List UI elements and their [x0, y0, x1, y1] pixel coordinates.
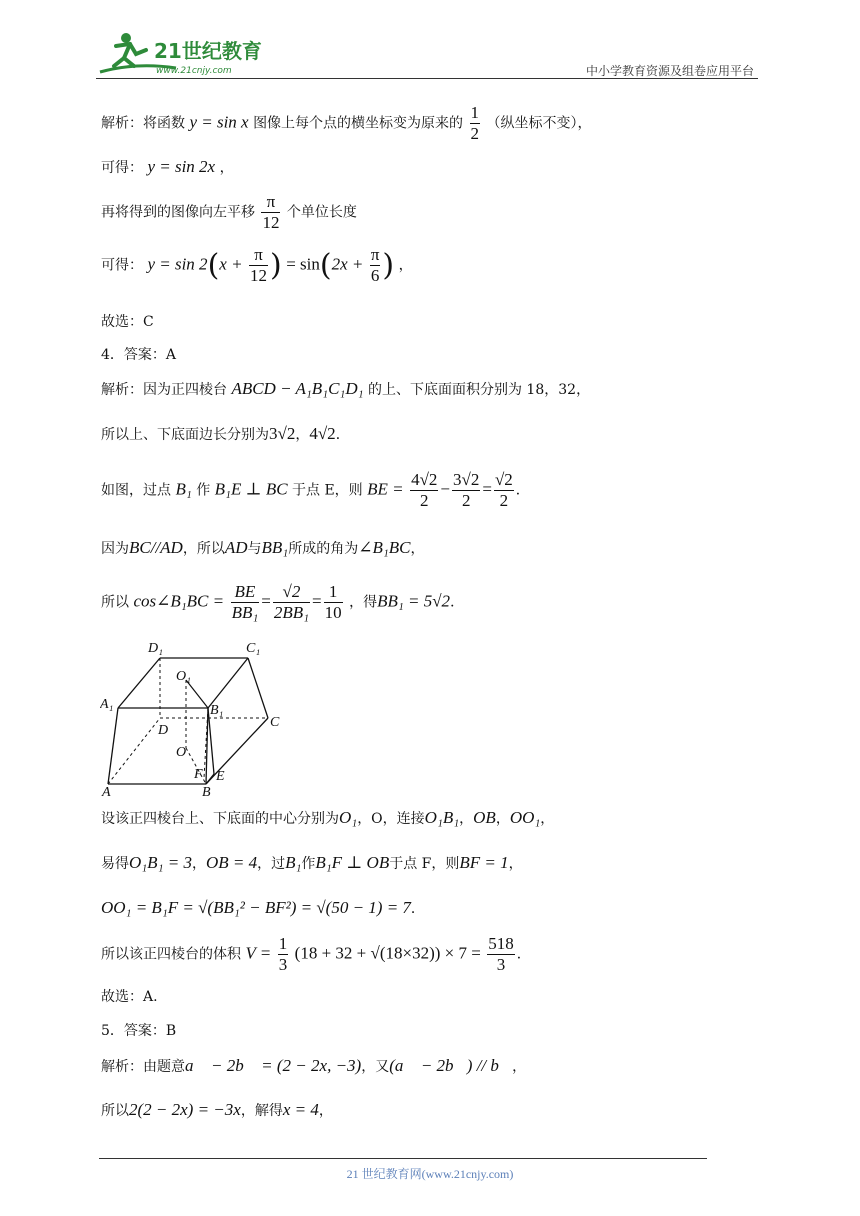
line-7: 解析：因为正四棱台 ABCD − A₁B₁C₁D₁ 的上、下底面面积分别为 18，32， [101, 379, 591, 398]
header-platform-text: 中小学教育资源及组卷应用平台 [585, 64, 754, 78]
line-3: 再将得到的图像向左平移 $\frac{\pi}{12}$ 个单位长度 [101, 192, 357, 232]
line-1: 解析：将函数 y = sin x 图像上每个点的横坐标变为原来的 $\frac{1}{2}$ （纵坐标不变）， [101, 103, 592, 143]
label-E: E [216, 769, 225, 784]
line-16: 故选：A. [101, 989, 158, 1005]
label-C: C [270, 715, 280, 730]
line-5: 故选：C [101, 314, 154, 330]
line-4: 可得： y = sin 2(x + $\frac{\pi}{12}$ ) = sin(2x + $\frac{\pi}{6}$ ) ， [101, 245, 413, 285]
line-19: 所以2(2 − 2x) = −3x，解得x = 4， [101, 1100, 333, 1119]
line-12: 设该正四棱台上、下底面的中心分别为O₁，O，连接O₁B₁，OB，OO₁， [101, 808, 555, 827]
footer-divider [99, 1158, 707, 1159]
label-D1: D₁ [148, 641, 163, 656]
label-D: D [158, 723, 169, 738]
label-F: F [194, 767, 203, 782]
line-11: 所以 cos∠B₁BC = $\frac{BE}{\text{BB₁}}$ = $\frac{√2}{\text{2BB₁}}$ = $\frac{1}{10}$ ，得BB₁ = 5√2． [101, 582, 465, 622]
header-divider [96, 78, 758, 79]
line-18: 解析：由题意a⃗ − 2b⃗ = (2 − 2x, −3)，又(a⃗ − 2b⃗) // b⃗， [101, 1056, 527, 1075]
line-10: 因为BC//AD，所以AD与BB₁所成的角为∠B₁BC， [101, 538, 425, 557]
label-O1: O₁ [176, 669, 191, 684]
page-header [96, 28, 758, 80]
line-14: OO₁ = B₁F = √(BB₁² − BF²) = √(50 − 1) = 7． [101, 898, 425, 917]
label-O: O [176, 745, 187, 760]
frustum-figure [100, 636, 300, 798]
line-2: 可得： y = sin 2x ， [101, 157, 234, 176]
line-15: 所以该正四棱台的体积 V = $\frac{1}{3}$ (18 + 32 + √(18×32)) × 7 = $\frac{518}{3}$ ． [101, 934, 531, 974]
label-B: B [202, 785, 211, 798]
line-9: 如图，过点 B₁ 作 B₁E ⊥ BC 于点 E，则 BE = $\frac{4√2}{2}$ − $\frac{3√2}{2}$ = $\frac{√2}{2}$ ． [101, 470, 530, 510]
site-logo [96, 28, 266, 78]
line-8: 所以上、下底面边长分别为3√2，4√2． [101, 424, 350, 443]
label-A1: A₁ [100, 697, 114, 712]
footer-link[interactable]: 21 世纪教育网(www.21cnjy.com) [346, 1167, 514, 1181]
line-17: 5．答案：B [101, 1023, 177, 1039]
line-6: 4．答案：A [101, 347, 177, 363]
label-C1: C₁ [246, 641, 261, 656]
line-13: 易得O₁B₁ = 3，OB = 4，过B₁作B₁F ⊥ OB于点 F，则BF = 1， [101, 853, 523, 872]
logo-url: www.21cnjy.com [156, 66, 232, 76]
label-A: A [102, 785, 111, 798]
label-B1: B₁ [210, 703, 224, 718]
logo-text: 21世纪教育 [154, 39, 262, 63]
